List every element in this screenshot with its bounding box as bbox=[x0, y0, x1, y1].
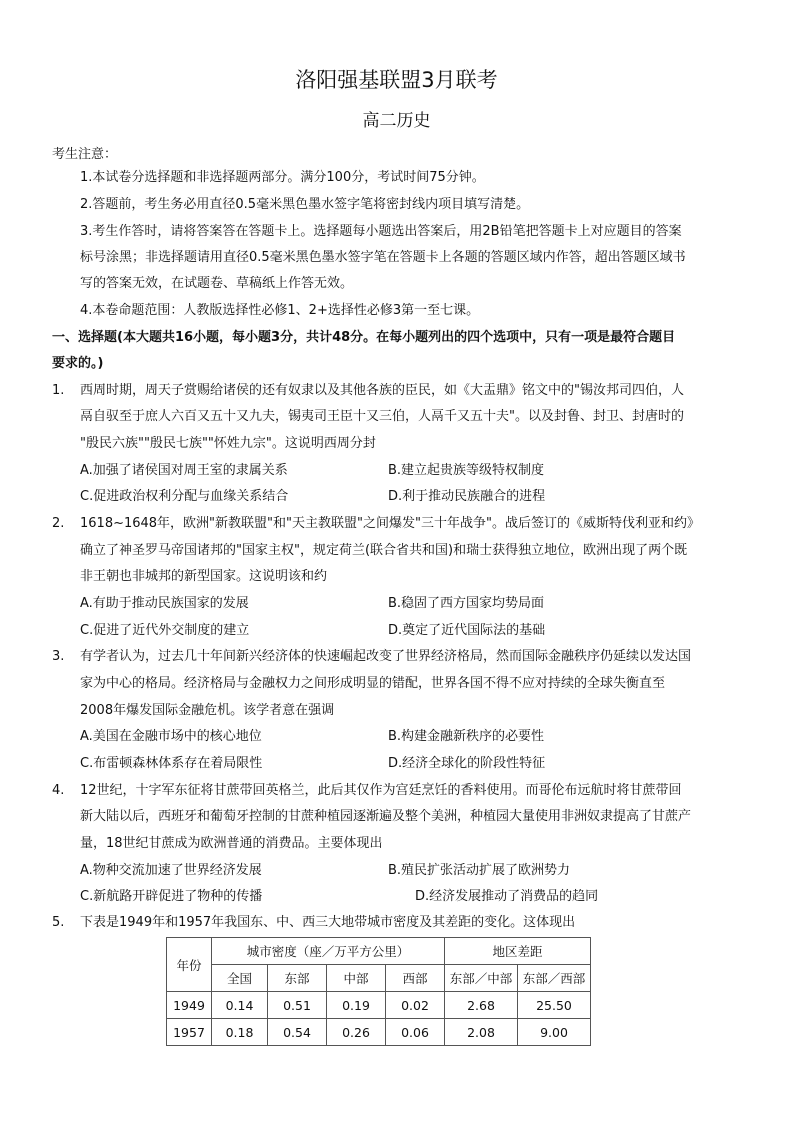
question-stem: 非王朝也非城邦的新型国家。这说明该和约 bbox=[80, 569, 328, 584]
question-stem: 2008年爆发国际金融危机。该学者意在强调 bbox=[80, 703, 335, 718]
option-a: A.有助于推动民族国家的发展 bbox=[80, 596, 249, 611]
city-density-table bbox=[166, 937, 591, 1046]
option-c: C.促进了近代外交制度的建立 bbox=[80, 623, 250, 638]
question-number: 3. bbox=[52, 649, 65, 664]
option-c: C.促进政治权利分配与血缘关系结合 bbox=[80, 489, 289, 504]
table-cell: 1957 bbox=[167, 1019, 212, 1046]
table-cell: 0.18 bbox=[212, 1019, 268, 1046]
question-stem: 鬲自驭至于庶人六百又五十又九夫，锡夷司王臣十又三伯，人鬲千又五十夫"。以及封鲁、封卫、封唐时的 bbox=[80, 409, 684, 424]
table-cell: 1949 bbox=[167, 992, 212, 1019]
note-line: 3.考生作答时，请将答案答在答题卡上。选择题每小题选出答案后，用2B铅笔把答题卡上对应题目的答案 bbox=[80, 224, 682, 239]
sub-header: 西部 bbox=[386, 965, 445, 992]
option-d: D.经济全球化的阶段性特征 bbox=[388, 756, 546, 771]
table-cell: 0.06 bbox=[386, 1019, 445, 1046]
table-cell: 2.68 bbox=[445, 992, 518, 1019]
option-a: A.物种交流加速了世界经济发展 bbox=[80, 863, 262, 878]
table-cell: 0.51 bbox=[268, 992, 327, 1019]
question-stem: 下表是1949年和1957年我国东、中、西三大地带城市密度及其差距的变化。这体现出 bbox=[80, 915, 576, 930]
question-stem: 量，18世纪甘蔗成为欧洲普通的消费品。主要体现出 bbox=[80, 836, 383, 851]
sub-header: 东部／西部 bbox=[518, 965, 591, 992]
table-cell: 0.19 bbox=[327, 992, 386, 1019]
table-cell: 2.08 bbox=[445, 1019, 518, 1046]
sub-header: 东部 bbox=[268, 965, 327, 992]
option-c: C.布雷顿森林体系存在着局限性 bbox=[80, 756, 263, 771]
table-cell: 0.14 bbox=[212, 992, 268, 1019]
exam-title: 洛阳强基联盟3月联考 bbox=[295, 68, 498, 92]
option-b: B.稳固了西方国家均势局面 bbox=[388, 596, 545, 611]
question-stem: 1618~1648年，欧洲"新教联盟"和"天主教联盟"之间爆发"三十年战争"。战后签订的《威斯特伐利亚和约》 bbox=[80, 516, 700, 531]
sub-header: 全国 bbox=[212, 965, 268, 992]
option-a: A.加强了诸侯国对周王室的隶属关系 bbox=[80, 463, 288, 478]
question-stem: 有学者认为，过去几十年间新兴经济体的快速崛起改变了世界经济格局，然而国际金融秩序仍延续以发达国 bbox=[80, 649, 692, 664]
table-cell: 0.54 bbox=[268, 1019, 327, 1046]
exam-subtitle: 高二历史 bbox=[362, 111, 431, 131]
question-number: 2. bbox=[52, 516, 65, 531]
density-header: 城市密度（座／万平方公里） bbox=[212, 938, 445, 965]
question-number: 4. bbox=[52, 783, 65, 798]
question-stem: "殷民六族""殷民七族""怀姓九宗"。这说明西周分封 bbox=[80, 436, 376, 451]
diff-header: 地区差距 bbox=[445, 938, 591, 965]
option-d: D.经济发展推动了消费品的趋同 bbox=[415, 889, 599, 904]
sub-header: 中部 bbox=[327, 965, 386, 992]
option-b: B.建立起贵族等级特权制度 bbox=[388, 463, 545, 478]
option-b: B.构建金融新秩序的必要性 bbox=[388, 729, 545, 744]
table-row bbox=[167, 992, 591, 1019]
table-cell: 0.02 bbox=[386, 992, 445, 1019]
section-heading-line1: 一、选择题(本大题共16小题，每小题3分，共计48分。在每小题列出的四个选项中，只有一项是最符合题目 bbox=[52, 330, 676, 345]
question-stem: 新大陆以后，西班牙和葡萄牙控制的甘蔗种植园逐渐遍及整个美洲，种植园大量使用非洲奴隶提高了甘蔗产 bbox=[80, 809, 692, 824]
section-heading-line2: 要求的。) bbox=[52, 356, 104, 371]
note-line: 1.本试卷分选择题和非选择题两部分。满分100分，考试时间75分钟。 bbox=[80, 170, 485, 185]
table-cell: 0.26 bbox=[327, 1019, 386, 1046]
option-d: D.利于推动民族融合的进程 bbox=[388, 489, 546, 504]
table-cell: 25.50 bbox=[518, 992, 591, 1019]
option-b: B.殖民扩张活动扩展了欧洲势力 bbox=[388, 863, 571, 878]
question-stem: 家为中心的格局。经济格局与金融权力之间形成明显的错配，世界各国不得不应对持续的全球失衡直至 bbox=[80, 676, 666, 691]
year-header: 年份 bbox=[167, 938, 212, 992]
option-c: C.新航路开辟促进了物种的传播 bbox=[80, 889, 263, 904]
option-d: D.奠定了近代国际法的基础 bbox=[388, 623, 546, 638]
table-row bbox=[167, 1019, 591, 1046]
notes-heading: 考生注意： bbox=[52, 147, 118, 162]
note-line: 标号涂黑；非选择题请用直径0.5毫米黑色墨水签字笔在答题卡上各题的答题区域内作答，超出答题区域书 bbox=[80, 250, 686, 265]
table-cell: 9.00 bbox=[518, 1019, 591, 1046]
note-line: 2.答题前，考生务必用直径0.5毫米黑色墨水签字笔将密封线内项目填写清楚。 bbox=[80, 197, 530, 212]
note-line: 4.本卷命题范围：人教版选择性必修1、2+选择性必修3第一至七课。 bbox=[80, 303, 480, 318]
question-number: 5. bbox=[52, 915, 65, 930]
option-a: A.美国在金融市场中的核心地位 bbox=[80, 729, 262, 744]
question-stem: 确立了神圣罗马帝国诸邦的"国家主权"，规定荷兰(联合省共和国)和瑞士获得独立地位，欧洲出现了两个既 bbox=[80, 543, 688, 558]
question-stem: 西周时期，周天子赏赐给诸侯的还有奴隶以及其他各族的臣民，如《大盂鼎》铭文中的"锡汝邦司四伯，人 bbox=[80, 383, 684, 398]
sub-header: 东部／中部 bbox=[445, 965, 518, 992]
note-line: 写的答案无效，在试题卷、草稿纸上作答无效。 bbox=[80, 276, 354, 291]
question-number: 1. bbox=[52, 383, 65, 398]
question-stem: 12世纪，十字军东征将甘蔗带回英格兰，此后其仅作为宫廷烹饪的香料使用。而哥伦布远航时将甘蔗带回 bbox=[80, 783, 682, 798]
